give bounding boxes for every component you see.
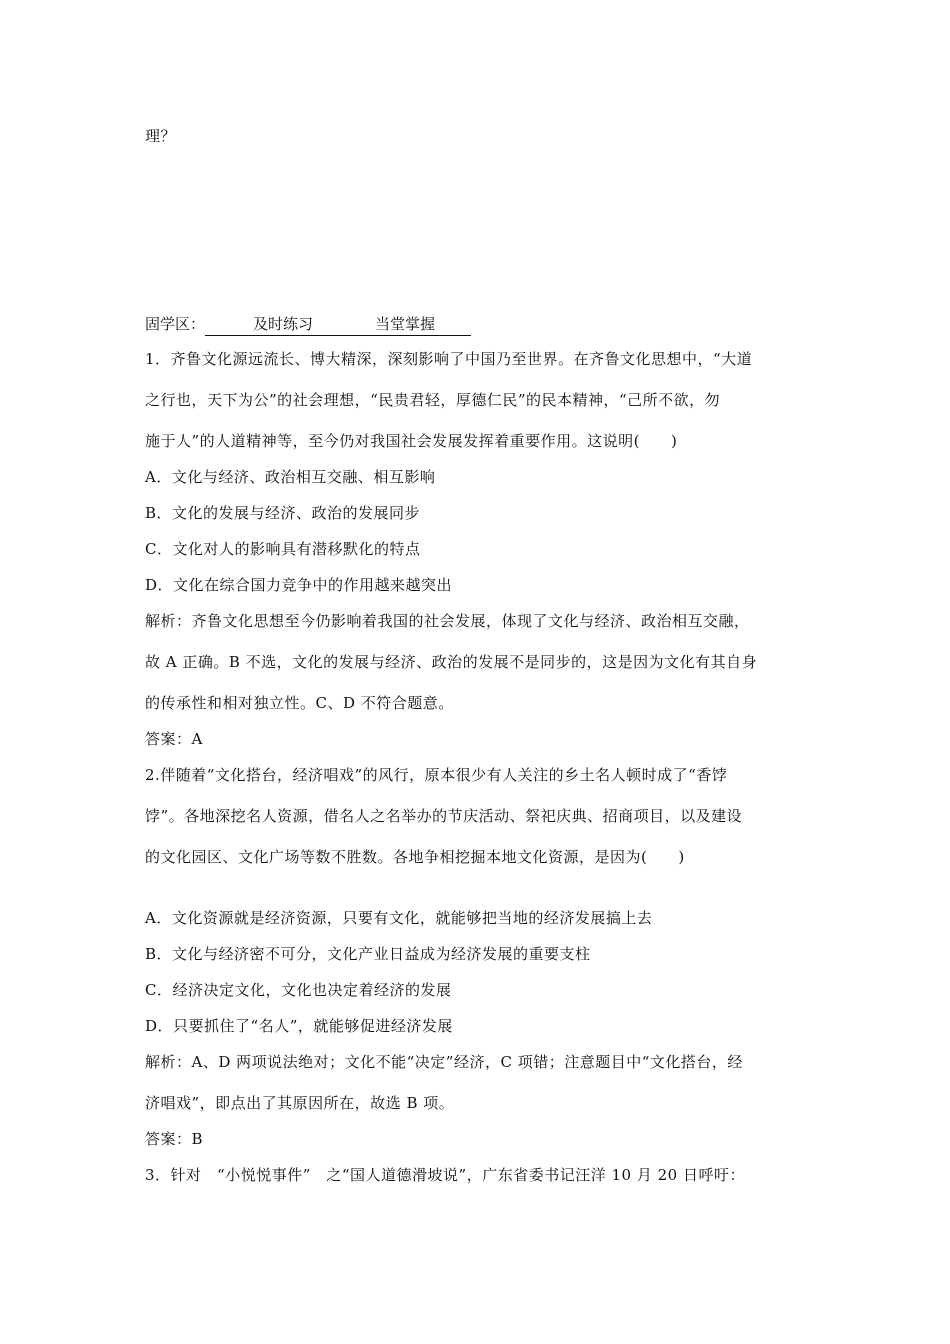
q2-stem-line: 2.伴随着“文化搭台，经济唱戏”的风行，原本很少有人关注的乡土名人顿时成了“香饽 [145,766,728,784]
q1-analysis-line: 故 A 正确。B 不选，文化的发展与经济、政治的发展不是同步的，这是因为文化有其自身 [145,653,758,671]
q2-option-a: A．文化资源就是经济资源，只要有文化，就能够把当地的经济发展搞上去 [145,909,653,927]
q1-stem-line: 施于人”的人道精神等，至今仍对我国社会发展发挥着重要作用。这说明( ) [145,432,678,450]
q1-analysis-line: 的传承性和相对独立性。C、D 不符合题意。 [145,694,454,712]
q2-option-c: C．经济决定文化，文化也决定着经济的发展 [145,981,452,999]
q2-answer: 答案：B [145,1130,204,1148]
q3-stem-line: 3．针对 “小悦悦事件” 之“国人道德滑坡说”，广东省委书记汪洋 10 月 20 日呼吁： [145,1166,745,1184]
q1-option-d: D．文化在综合国力竞争中的作用越来越突出 [145,576,453,594]
section-part1: 及时练习 [253,315,314,333]
section-label: 固学区： [145,315,206,333]
q2-analysis-line: 解析：A、D 两项说法绝对；文化不能“决定”经济，C 项错；注意题目中“文化搭台，经 [145,1053,743,1071]
q1-option-c: C．文化对人的影响具有潜移默化的特点 [145,540,421,558]
q2-stem-line: 的文化园区、文化广场等数不胜数。各地争相挖掘本地文化资源，是因为( ) [145,848,685,866]
q1-option-a: A．文化与经济、政治相互交融、相互影响 [145,468,436,486]
q1-stem-line: 之行也，天下为公”的社会理想，“民贵君轻，厚德仁民”的民本精神，“己所不欲，勿 [145,391,721,409]
q2-option-d: D．只要抓住了“名人”，就能够促进经济发展 [145,1017,453,1035]
q1-analysis-line: 解析：齐鲁文化思想至今仍影响着我国的社会发展，体现了文化与经济、政治相互交融， [145,612,750,630]
q2-stem-line: 饽”。各地深挖名人资源，借名人之名举办的节庆活动、祭祀庆典、招商项目，以及建设 [145,807,743,825]
top-fragment-text: 理？ [145,127,177,145]
q1-answer: 答案：A [145,730,203,748]
q1-stem-line: 1．齐鲁文化源远流长、博大精深，深刻影响了中国乃至世界。在齐鲁文化思想中，“大道 [145,350,753,368]
section-part2: 当堂掌握 [375,315,436,333]
q1-option-b: B．文化的发展与经济、政治的发展同步 [145,504,421,522]
section-title [205,314,471,336]
q2-option-b: B．文化与经济密不可分，文化产业日益成为经济发展的重要支柱 [145,945,591,963]
section-header [145,314,471,336]
q2-analysis-line: 济唱戏”，即点出了其原因所在，故选 B 项。 [145,1094,455,1112]
